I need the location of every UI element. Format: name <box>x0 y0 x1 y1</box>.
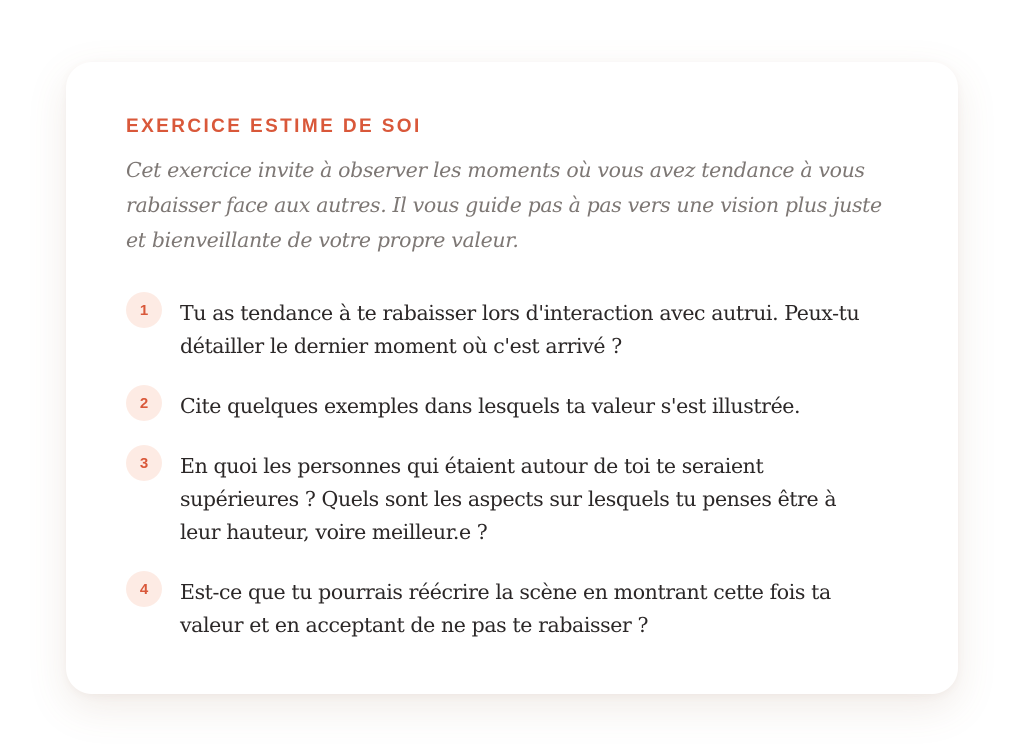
exercise-eyebrow-title: EXERCICE ESTIME DE SOI <box>126 116 422 137</box>
step-number-badge: 1 <box>126 292 162 328</box>
step-item <box>126 292 898 363</box>
exercise-card <box>66 62 958 694</box>
step-text: Est-ce que tu pourrais réécrire la scène en montrant cette fois ta valeur et en acceptant de ne pas te rabaisser ? <box>180 580 831 637</box>
step-text: En quoi les personnes qui étaient autour de toi te seraient supérieures ? Quels sont les aspects sur lesquels tu penses être à leur hauteur, voire meilleur.e ? <box>180 454 837 544</box>
step-text: Cite quelques exemples dans lesquels ta valeur s'est illustrée. <box>180 394 801 418</box>
step-number-badge: 3 <box>126 445 162 481</box>
steps-list <box>126 292 898 642</box>
step-number-badge: 4 <box>126 571 162 607</box>
step-item <box>126 385 898 423</box>
step-item <box>126 445 898 549</box>
step-item <box>126 571 898 642</box>
step-text: Tu as tendance à te rabaisser lors d'interaction avec autrui. Peux-tu détailler le dernier moment où c'est arrivé ? <box>180 301 860 358</box>
step-number-badge: 2 <box>126 385 162 421</box>
exercise-intro: Cet exercice invite à observer les moments où vous avez tendance à vous rabaisser face aux autres. Il vous guide pas à pas vers une vision plus juste et bienveillante de votre propre valeur. <box>126 158 882 252</box>
